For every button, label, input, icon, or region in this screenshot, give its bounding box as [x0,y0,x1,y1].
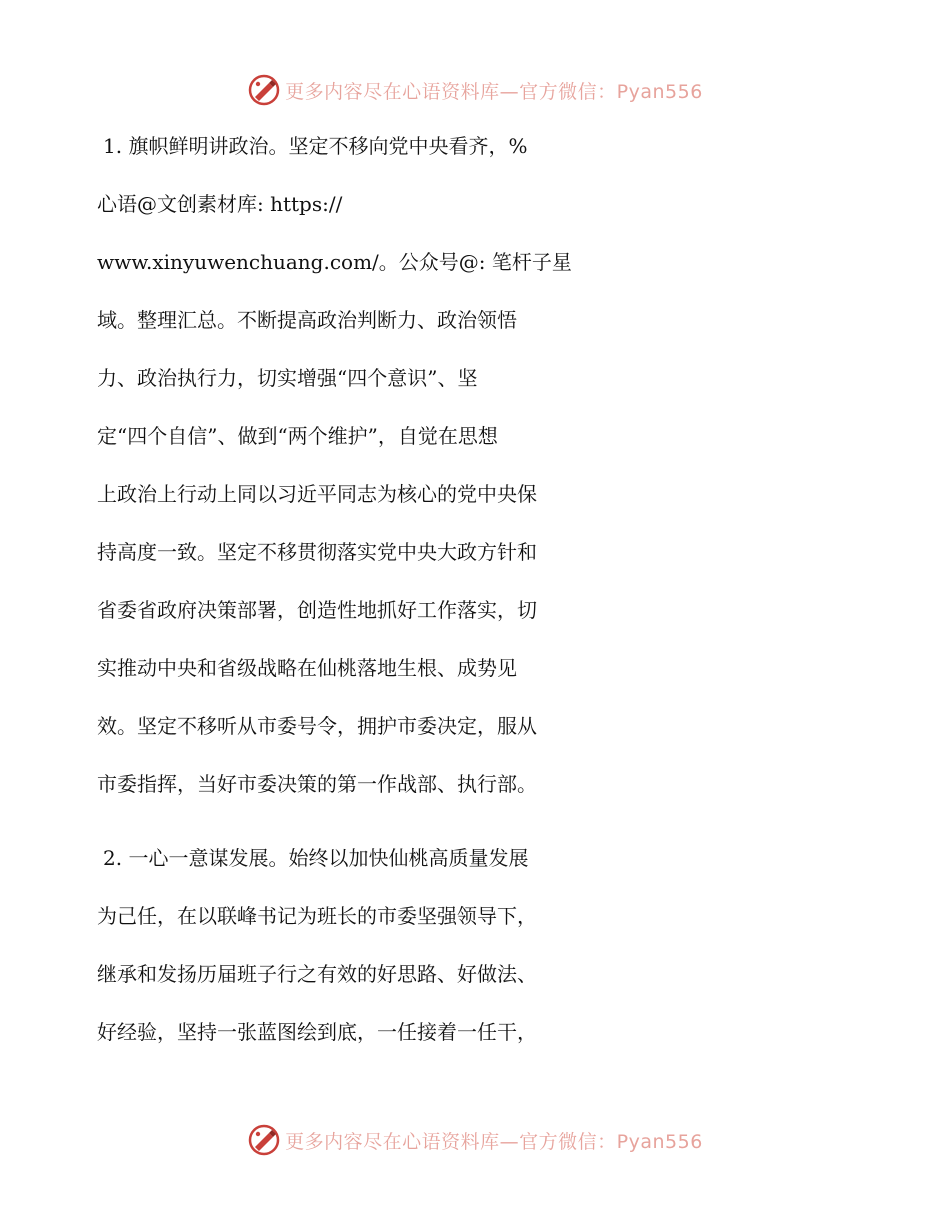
text-line: 继承和发扬历届班子行之有效的好思路、好做法、 [97,962,537,986]
text-line: 1. 旗帜鲜明讲政治。坚定不移向党中央看齐，% [103,134,528,158]
text-line: www.xinyuwenchuang.com/。公众号@: 笔杆子星 [97,250,572,274]
brand-logo-icon [247,1123,281,1157]
text-line: 效。坚定不移听从市委号令，拥护市委决定，服从 [97,714,537,738]
text-line: 上政治上行动上同以习近平同志为核心的党中央保 [97,482,537,506]
header-watermark-text: 更多内容尽在心语资料库—官方微信：Pyan556 [285,80,703,103]
footer-watermark-banner [0,1120,950,1160]
text-line: 好经验，坚持一张蓝图绘到底，一任接着一任干， [97,1020,537,1044]
text-line: 为己任，在以联峰书记为班长的市委坚强领导下， [97,904,537,928]
text-line: 2. 一心一意谋发展。始终以加快仙桃高质量发展 [103,846,529,870]
text-line: 省委省政府决策部署，创造性地抓好工作落实，切 [97,598,537,622]
text-line: 心语@文创素材库: https:// [97,192,343,216]
text-line: 实推动中央和省级战略在仙桃落地生根、成势见 [97,656,517,680]
text-line: 力、政治执行力，切实增强“四个意识”、坚 [97,366,478,390]
header-watermark-banner [0,70,950,110]
footer-watermark-text: 更多内容尽在心语资料库—官方微信：Pyan556 [285,1130,703,1153]
text-line: 域。整理汇总。不断提高政治判断力、政治领悟 [97,308,517,332]
text-line: 市委指挥，当好市委决策的第一作战部、执行部。 [97,772,537,796]
brand-logo-icon [247,73,281,107]
text-line: 持高度一致。坚定不移贯彻落实党中央大政方针和 [97,540,537,564]
text-line: 定“四个自信”、做到“两个维护”，自觉在思想 [97,424,498,448]
